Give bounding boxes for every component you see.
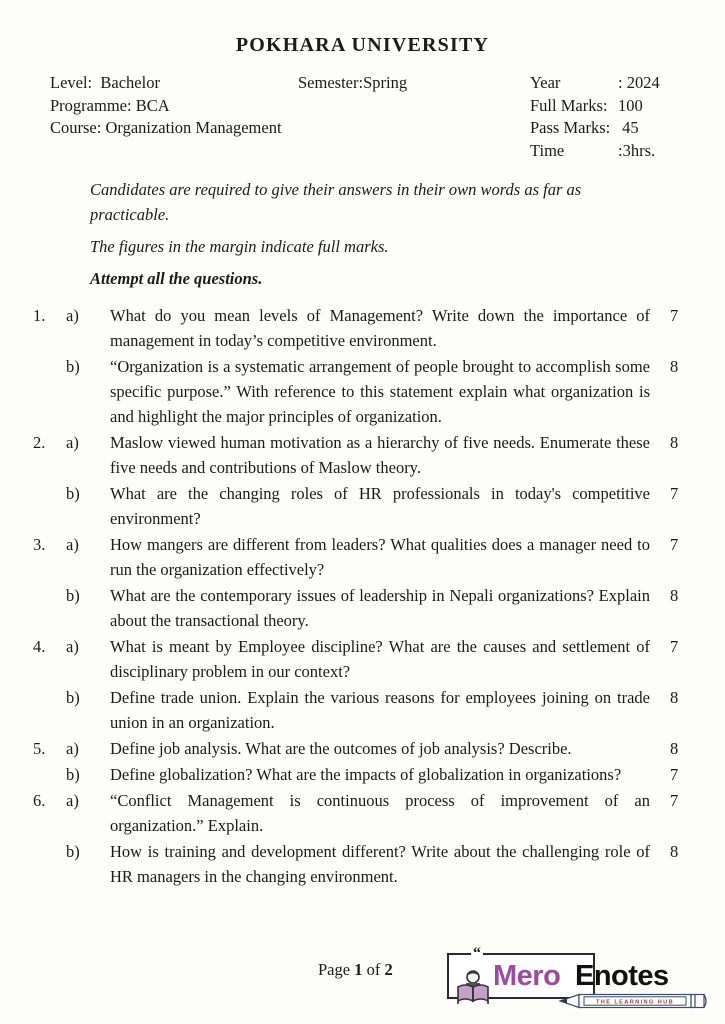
- exam-meta-right: [530, 72, 690, 162]
- question-text: How mangers are different from leaders? What qualities does a manager need to run the organization effectively?: [110, 535, 650, 579]
- question-marks: 8: [670, 433, 679, 452]
- instruction-line-1: Candidates are required to give their answers in their own words as far as practicable.: [90, 180, 582, 224]
- question-marks: 8: [670, 688, 679, 707]
- page-of: of: [362, 960, 385, 979]
- question-part-label: b): [66, 765, 80, 784]
- question-text: What do you mean levels of Management? Write down the importance of management in today’s competitive environment.: [110, 306, 650, 350]
- pass-marks-field: [530, 117, 690, 140]
- pass-marks-value: 45: [618, 118, 639, 137]
- question-row: [33, 685, 692, 735]
- year-value: : 2024: [618, 73, 660, 92]
- question-text: “Conflict Management is continuous process of improvement of an organization.” Explain.: [110, 791, 650, 835]
- question-part-label: a): [66, 306, 79, 325]
- full-marks-field: [530, 95, 690, 118]
- question-text: What is meant by Employee discipline? What are the causes and settlement of disciplinary problem in our context?: [110, 637, 650, 681]
- question-part-label: b): [66, 586, 80, 605]
- question-row: [33, 303, 692, 353]
- question-marks: 7: [670, 484, 679, 503]
- instruction-line-3: Attempt all the questions.: [90, 269, 263, 288]
- programme-field: Programme: BCA: [50, 95, 170, 115]
- time-value: :3hrs.: [618, 140, 656, 160]
- logo-text-mero: Mero: [493, 960, 561, 992]
- question-row: [33, 481, 692, 531]
- question-text: “Organization is a systematic arrangement of people brought to accomplish some specific purpose.” With reference to this statement explain what organization is and highlight the major principles of organization.: [110, 357, 650, 426]
- questions-list: [33, 303, 692, 889]
- question-text: Define globalization? What are the impacts of globalization in organizations?: [110, 765, 622, 784]
- year-label: Year: [530, 73, 561, 92]
- exam-meta: [50, 72, 690, 162]
- time-field: [530, 140, 690, 163]
- instruction-line-2: The figures in the margin indicate full marks.: [90, 237, 389, 256]
- question-number: 4.: [33, 637, 46, 656]
- question-part-label: b): [66, 688, 80, 707]
- question-row: [33, 736, 692, 761]
- footer: [0, 944, 725, 1020]
- pencil-icon: [559, 992, 709, 1010]
- question-number: 1.: [33, 306, 46, 325]
- question-part-label: a): [66, 791, 79, 810]
- full-marks-value: 100: [618, 95, 643, 115]
- page-total: 2: [384, 960, 393, 979]
- semester-field: Semester:Spring: [298, 73, 408, 92]
- question-marks: 8: [670, 586, 679, 605]
- page-prefix: Page: [318, 960, 355, 979]
- year-field: [530, 72, 690, 95]
- question-part-label: a): [66, 739, 79, 758]
- question-part-label: a): [66, 433, 79, 452]
- question-number: 6.: [33, 791, 46, 810]
- question-text: Define trade union. Explain the various reasons for employees joining on trade union in an organization.: [110, 688, 650, 732]
- question-marks: 7: [670, 637, 679, 656]
- meroenotes-logo: [447, 944, 707, 1020]
- question-part-label: a): [66, 535, 79, 554]
- logo-tagline: THE LEARNING HUB: [595, 999, 675, 1006]
- open-quote-icon: “: [473, 945, 481, 962]
- question-marks: 7: [670, 306, 679, 325]
- course-field: Course: Organization Management: [50, 118, 282, 137]
- question-marks: 7: [670, 791, 679, 810]
- question-row: [33, 354, 692, 429]
- question-part-label: b): [66, 357, 80, 376]
- question-marks: 8: [670, 739, 679, 758]
- question-marks: 8: [670, 357, 679, 376]
- page-indicator: [318, 960, 393, 980]
- question-text: How is training and development different? Write about the challenging role of HR managers in the changing environment.: [110, 842, 650, 886]
- page-number: 1: [354, 960, 363, 979]
- question-row: [33, 762, 692, 787]
- question-number: 2.: [33, 433, 46, 452]
- exam-meta-left: [50, 72, 298, 162]
- question-row: [33, 788, 692, 838]
- question-marks: 8: [670, 842, 679, 861]
- reader-mascot-icon: [454, 968, 492, 1008]
- full-marks-label: Full Marks:: [530, 95, 608, 115]
- question-part-label: a): [66, 637, 79, 656]
- question-row: [33, 583, 692, 633]
- question-part-label: b): [66, 842, 80, 861]
- question-text: What are the changing roles of HR professionals in today's competitive environment?: [110, 484, 650, 528]
- question-marks: 7: [670, 765, 679, 784]
- instructions: [90, 177, 650, 291]
- question-text: What are the contemporary issues of leadership in Nepali organizations? Explain about the transactional theory.: [110, 586, 650, 630]
- question-marks: 7: [670, 535, 679, 554]
- level-field: Level: Bachelor: [50, 73, 160, 92]
- question-row: [33, 634, 692, 684]
- question-number: 5.: [33, 739, 46, 758]
- question-row: [33, 532, 692, 582]
- logo-text-enotes: Enotes: [575, 960, 669, 992]
- question-row: [33, 839, 692, 889]
- page-title: POKHARA UNIVERSITY: [235, 34, 490, 56]
- question-part-label: b): [66, 484, 80, 503]
- pass-marks-label: Pass Marks:: [530, 118, 611, 137]
- question-text: Define job analysis. What are the outcomes of job analysis? Describe.: [110, 739, 572, 758]
- question-row: [33, 430, 692, 480]
- question-text: Maslow viewed human motivation as a hierarchy of five needs. Enumerate these five needs and contributions of Maslow theory.: [110, 433, 650, 477]
- question-number: 3.: [33, 535, 46, 554]
- time-label: Time: [530, 140, 565, 160]
- exam-meta-center: [298, 72, 530, 162]
